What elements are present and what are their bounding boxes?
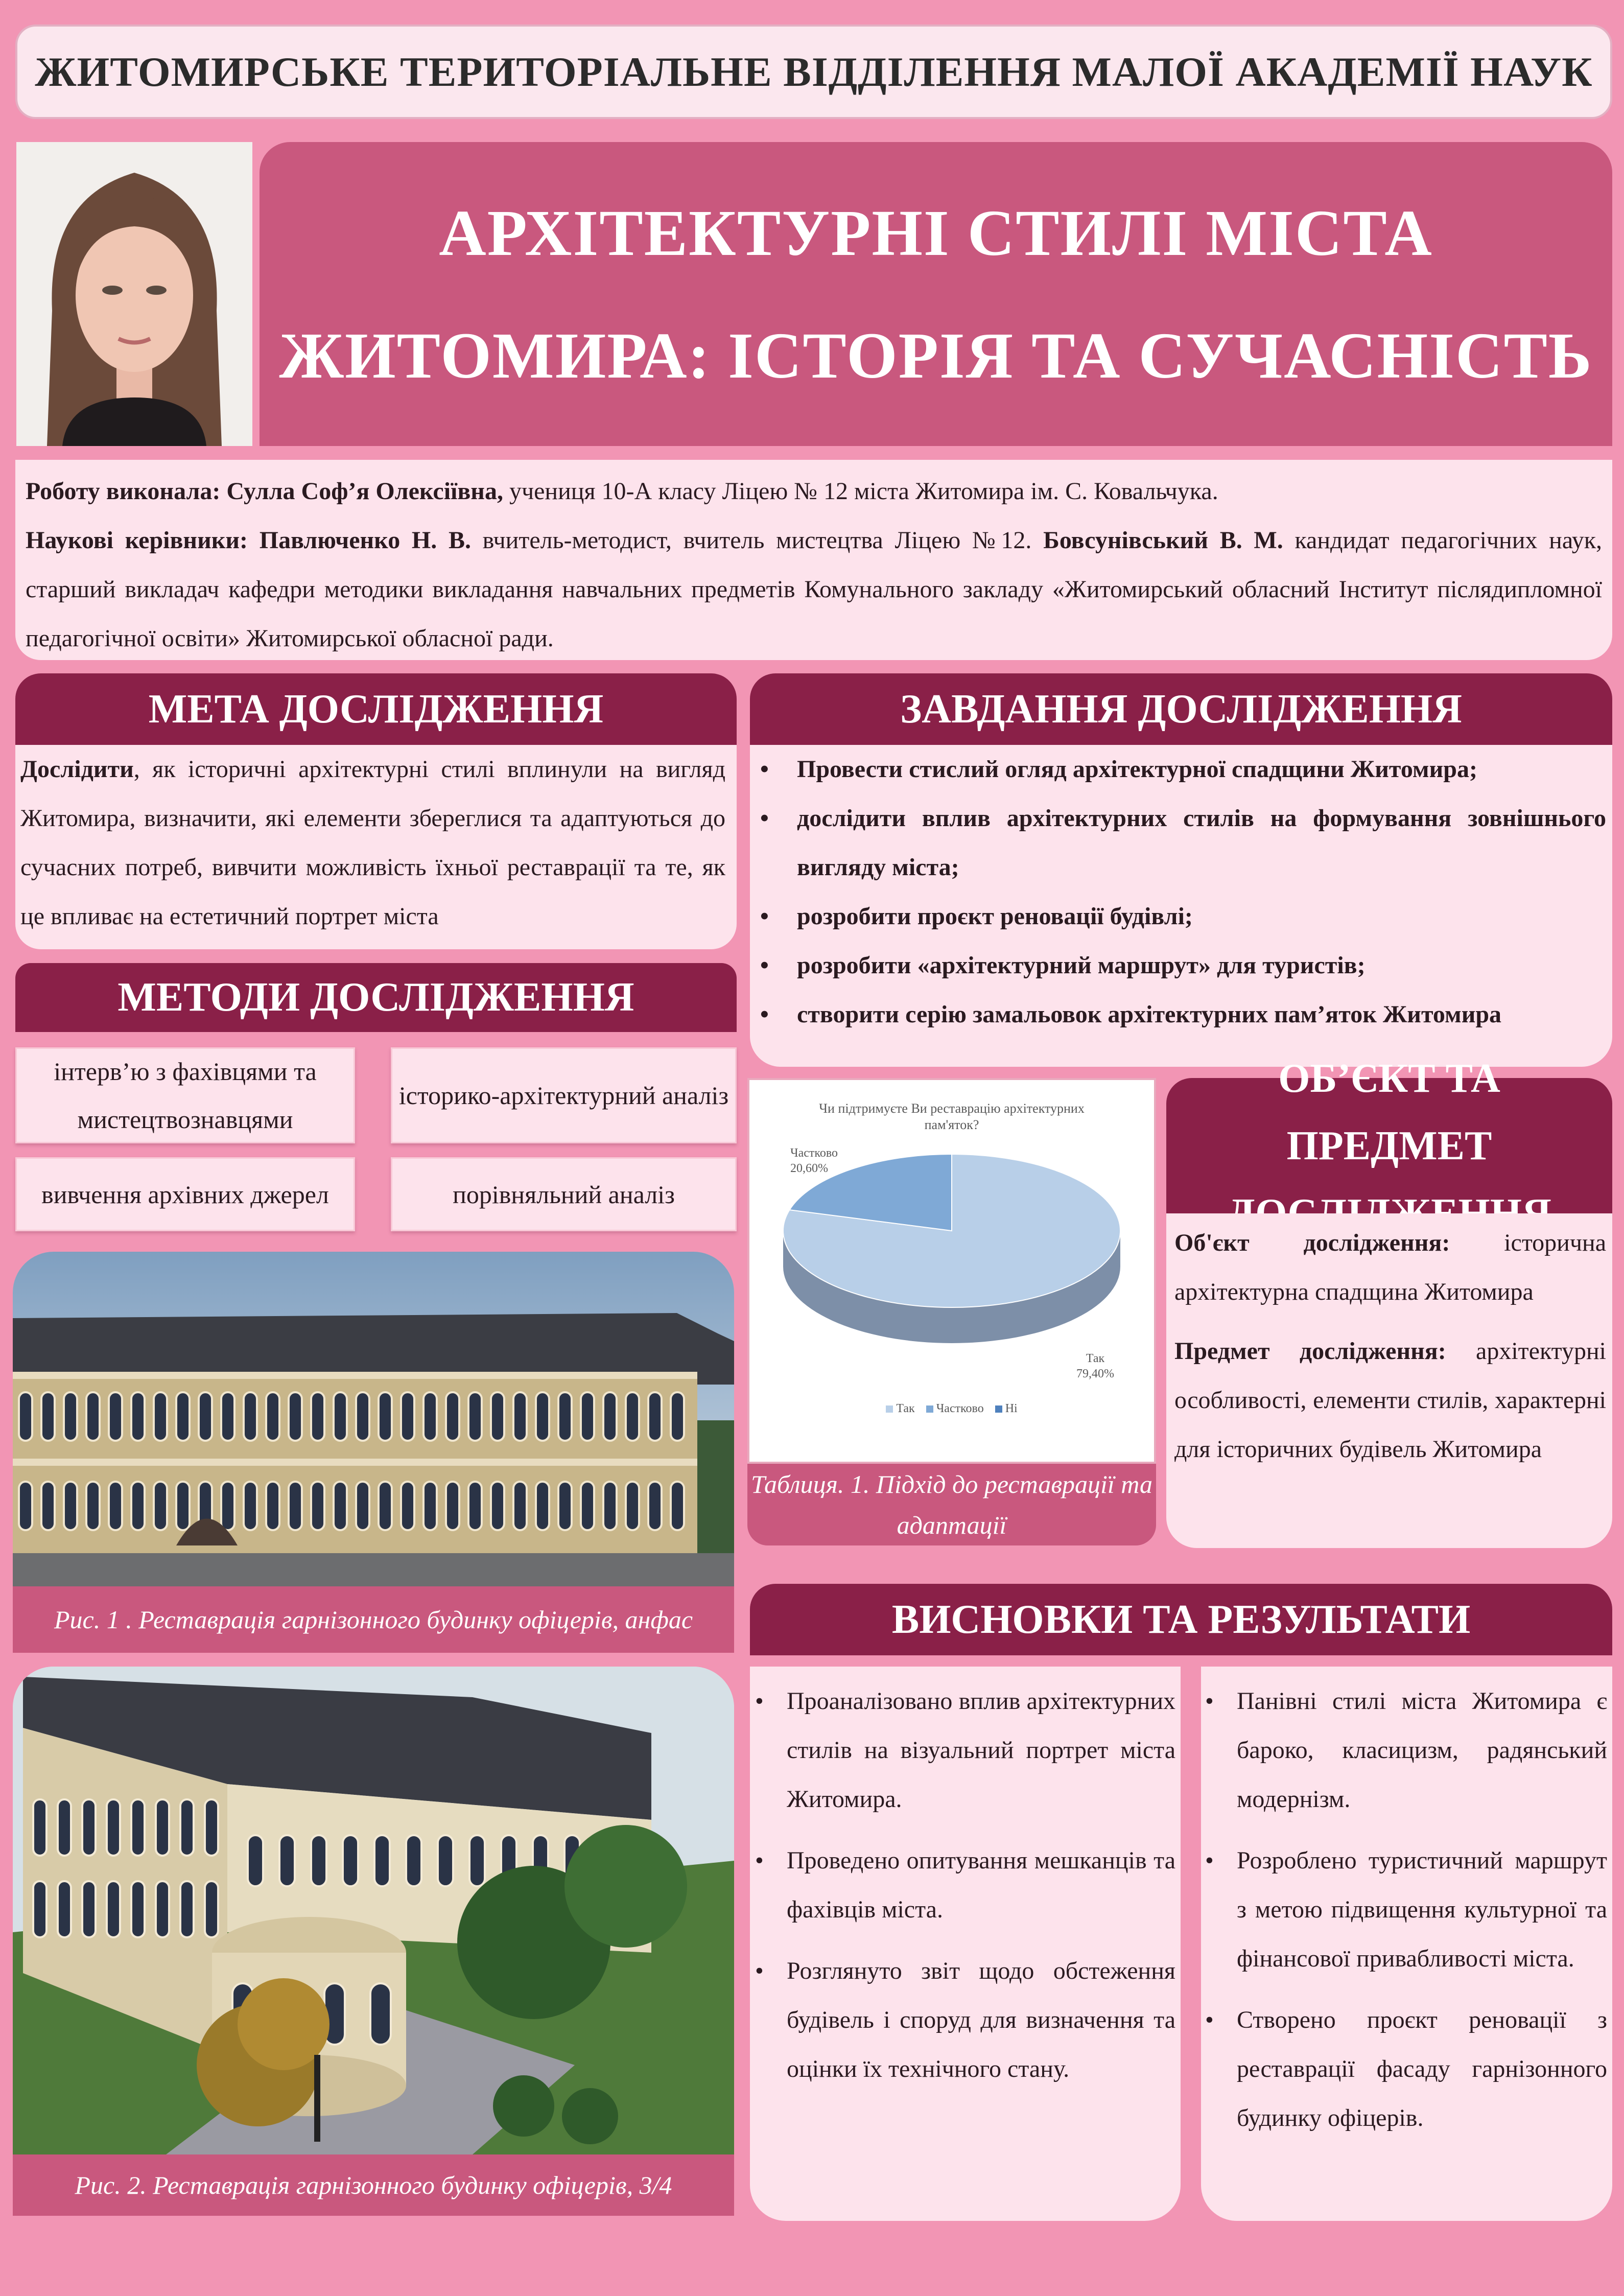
- window-shape: [491, 1392, 504, 1441]
- subject-text: [1174, 1327, 1606, 1474]
- window-shape: [82, 1799, 96, 1856]
- object-heading-text: ОБ’ЄКТ ТА ПРЕДМЕТ: [1278, 1056, 1500, 1168]
- window-shape: [64, 1392, 77, 1441]
- window-shape: [266, 1482, 279, 1530]
- window-shape: [374, 1835, 390, 1886]
- window-shape: [107, 1799, 120, 1856]
- window-shape: [131, 1392, 145, 1441]
- window-shape: [248, 1835, 263, 1886]
- window-shape: [626, 1392, 639, 1441]
- window-shape: [603, 1392, 617, 1441]
- chart-caption-text: Таблиця. 1. Підхід до реставрації та адаптації: [750, 1470, 1153, 1539]
- window-shape: [156, 1799, 169, 1856]
- method-item-text: порівняльний аналіз: [453, 1180, 675, 1209]
- subject-label: Предмет дослідження:: [1174, 1338, 1446, 1365]
- window-shape: [176, 1482, 190, 1530]
- organization-header: [15, 25, 1612, 119]
- data-label-partially-value: 20,60%: [790, 1162, 828, 1175]
- window-shape: [648, 1482, 662, 1530]
- window-shape: [648, 1392, 662, 1441]
- conclusions-left-list: [787, 1677, 1175, 2094]
- window-shape: [19, 1392, 32, 1441]
- window-shape: [603, 1482, 617, 1530]
- window-shape: [289, 1482, 302, 1530]
- supervisor-2-text: кандидат педагогічних наук, старший викладач кафедри методики викладання навчальних предметів Комунального закладу «Житомирський обласний Інститут післядипломної педагогічної освіти» Житомирської обласної ради.: [26, 527, 1603, 652]
- subject-value: архітектурні особливості, елементи стилів, характерні для історичних будівель Житомира: [1174, 1338, 1606, 1463]
- legend-swatch: [926, 1405, 933, 1413]
- window-shape: [109, 1392, 122, 1441]
- data-label-yes-value: 79,40%: [1076, 1367, 1114, 1380]
- data-label-yes: [1076, 1351, 1114, 1381]
- window-shape: [205, 1799, 218, 1856]
- window-shape: [343, 1835, 358, 1886]
- window-shape: [469, 1835, 485, 1886]
- method-item: [391, 1157, 737, 1231]
- conclusions-right-panel: [1201, 1667, 1612, 2221]
- object-panel: [1166, 1213, 1612, 1548]
- window-shape: [581, 1392, 594, 1441]
- window-shape: [379, 1392, 392, 1441]
- author-text: учениця 10-А класу Ліцею № 12 міста Житомира ім. С. Ковальчука.: [503, 478, 1218, 505]
- window-shape: [311, 1835, 326, 1886]
- window-shape: [311, 1392, 324, 1441]
- methods-heading-text: МЕТОДИ ДОСЛІДЖЕННЯ: [117, 975, 634, 1020]
- methods-heading: [15, 963, 737, 1032]
- window-shape: [180, 1799, 194, 1856]
- window-shape: [19, 1482, 32, 1530]
- window-shape: [401, 1392, 414, 1441]
- window-shape: [406, 1835, 421, 1886]
- window-shape: [370, 1983, 391, 2045]
- portrait-image: [16, 142, 252, 446]
- legend-item: [886, 1402, 914, 1416]
- conclusions-right-list: [1237, 1677, 1607, 2143]
- window-shape: [438, 1835, 453, 1886]
- author-photo: [16, 142, 252, 446]
- building-perspective-illustration: [13, 1667, 734, 2154]
- window-shape: [536, 1482, 549, 1530]
- figure-1-image: [13, 1252, 734, 1586]
- window-shape: [491, 1482, 504, 1530]
- window-shape: [311, 1482, 324, 1530]
- supervisor-2-name: Бовсунівський В. М.: [1043, 527, 1283, 554]
- method-item: [391, 1047, 737, 1143]
- data-label-partially: [790, 1145, 838, 1176]
- building-front-illustration: [13, 1252, 734, 1586]
- conclusions-left-panel: [750, 1667, 1181, 2221]
- window-shape: [513, 1482, 527, 1530]
- figure-1-caption-text: Рис. 1 . Реставрація гарнізонного будинку офіцерів, анфас: [54, 1605, 693, 1634]
- window-shape: [244, 1392, 257, 1441]
- window-shape: [423, 1482, 437, 1530]
- authors-block: [15, 460, 1612, 660]
- window-shape: [558, 1392, 572, 1441]
- window-shape: [156, 1881, 169, 1937]
- window-shape: [131, 1482, 145, 1530]
- chart-caption: [747, 1464, 1156, 1545]
- window-shape: [154, 1482, 167, 1530]
- legend-item: [926, 1402, 984, 1416]
- window-shape: [180, 1881, 194, 1937]
- window-shape: [82, 1881, 96, 1937]
- goal-lead: Дослідити: [20, 756, 134, 783]
- object-text: [1174, 1219, 1606, 1317]
- figure-2-image: [13, 1667, 734, 2154]
- task-item: • Провести стислий огляд архітектурної спадщини Житомира;: [797, 745, 1606, 794]
- window-shape: [86, 1482, 100, 1530]
- data-label-yes-name: Так: [1086, 1352, 1105, 1365]
- window-shape: [266, 1392, 279, 1441]
- organization-name: ЖИТОМИРСЬКЕ ТЕРИТОРІАЛЬНЕ ВІДДІЛЕННЯ МАЛОЇ АКАДЕМІЇ НАУК: [35, 48, 1593, 95]
- window-shape: [33, 1881, 46, 1937]
- title-line-1: АРХІТЕКТУРНІ СТИЛІ МІСТА: [439, 196, 1433, 269]
- window-shape: [86, 1392, 100, 1441]
- goal-heading: [15, 673, 737, 745]
- window-shape: [626, 1482, 639, 1530]
- conclusion-item: • Розглянуто звіт щодо обстеження будівель і споруд для визначення та оцінки їх технічного стану.: [787, 1947, 1175, 2094]
- legend-label: Частково: [936, 1402, 984, 1415]
- legend-swatch: [886, 1405, 893, 1413]
- data-label-partially-name: Частково: [790, 1146, 838, 1160]
- window-shape: [334, 1392, 347, 1441]
- legend-item: [995, 1402, 1018, 1416]
- conclusion-item: • Проведено опитування мешканців та фахівців міста.: [787, 1836, 1175, 1934]
- window-shape: [356, 1482, 369, 1530]
- window-shape: [41, 1482, 55, 1530]
- window-shape: [107, 1881, 120, 1937]
- window-shape: [33, 1799, 46, 1856]
- window-shape: [58, 1799, 71, 1856]
- window-shape: [205, 1881, 218, 1937]
- task-item: • розробити «архітектурний маршрут» для туристів;: [797, 941, 1606, 990]
- window-shape: [176, 1392, 190, 1441]
- method-item-text: історико-архітектурний аналіз: [398, 1081, 729, 1110]
- conclusion-item: • Створено проєкт реновації з реставрації фасаду гарнізонного будинку офіцерів.: [1237, 1996, 1607, 2143]
- window-shape: [581, 1482, 594, 1530]
- goal-heading-text: МЕТА ДОСЛІДЖЕННЯ: [148, 687, 604, 732]
- conclusions-heading: [750, 1584, 1612, 1655]
- window-shape: [64, 1482, 77, 1530]
- window-shape: [58, 1881, 71, 1937]
- window-shape: [446, 1482, 459, 1530]
- conclusions-heading-text: ВИСНОВКИ ТА РЕЗУЛЬТАТИ: [891, 1597, 1471, 1642]
- window-shape: [221, 1392, 234, 1441]
- window-shape: [221, 1482, 234, 1530]
- chart-panel: [747, 1078, 1156, 1464]
- window-shape: [356, 1392, 369, 1441]
- window-shape: [131, 1881, 145, 1937]
- window-shape: [468, 1392, 482, 1441]
- conclusion-item: • Проаналізовано вплив архітектурних стилів на візуальний портрет міста Житомира.: [787, 1677, 1175, 1824]
- object-heading: [1166, 1056, 1612, 1213]
- goal-text: , як історичні архітектурні стилі вплинули на вигляд Житомира, визначити, які елементи збереглися та адаптуються до сучасних потреб, вивчити можливість їхньої реставрації та те, як це впливає на естетичний портрет міста: [20, 756, 725, 930]
- chart-title: Чи підтримуєте Ви реставрацію архітектурних пам'яток?: [819, 1101, 1085, 1132]
- legend-swatch: [995, 1405, 1002, 1413]
- window-shape: [401, 1482, 414, 1530]
- task-item: • розробити проєкт реновації будівлі;: [797, 892, 1606, 941]
- window-shape: [289, 1392, 302, 1441]
- task-item: • дослідити вплив архітектурних стилів на формування зовнішнього вигляду міста;: [797, 794, 1606, 892]
- conclusion-item: • Розроблено туристичний маршрут з метою підвищення культурної та фінансової привабливості міста.: [1237, 1836, 1607, 1983]
- figure-2-caption: [13, 2154, 734, 2216]
- chart-legend: [749, 1402, 1154, 1416]
- window-shape: [558, 1482, 572, 1530]
- supervisor-text: вчитель-методист, вчитель мистецтва Ліцею №12.: [470, 527, 1044, 554]
- tasks-heading: [750, 673, 1612, 745]
- window-shape: [671, 1482, 684, 1530]
- window-shape: [379, 1482, 392, 1530]
- method-item: [15, 1047, 355, 1143]
- legend-label: Ні: [1005, 1402, 1018, 1415]
- poster-title: [260, 142, 1612, 446]
- window-shape: [199, 1392, 212, 1441]
- author-label: Роботу виконала: Сулла Соф’я Олексіївна,: [26, 478, 503, 505]
- title-line-2: ЖИТОМИРА: ІСТОРІЯ ТА СУЧАСНІСТЬ: [279, 319, 1593, 392]
- window-shape: [468, 1482, 482, 1530]
- conclusion-item: • Панівні стилі міста Житомира є бароко, класицизм, радянський модернізм.: [1237, 1677, 1607, 1824]
- window-shape: [334, 1482, 347, 1530]
- window-shape: [423, 1392, 437, 1441]
- object-value: історична архітектурна спадщина Житомира: [1174, 1229, 1606, 1305]
- tasks-heading-text: ЗАВДАННЯ ДОСЛІДЖЕННЯ: [900, 687, 1462, 732]
- goal-panel: [15, 745, 737, 949]
- tasks-panel: [750, 745, 1612, 1067]
- method-item-text: вивчення архівних джерел: [41, 1180, 329, 1209]
- window-shape: [671, 1392, 684, 1441]
- window-shape: [41, 1392, 55, 1441]
- window-shape: [536, 1392, 549, 1441]
- object-label: Об'єкт дослідження:: [1174, 1229, 1450, 1256]
- window-shape: [154, 1392, 167, 1441]
- figure-1-caption: [13, 1586, 734, 1653]
- window-shape: [109, 1482, 122, 1530]
- tasks-list: [797, 745, 1606, 1039]
- window-shape: [279, 1835, 295, 1886]
- window-shape: [131, 1799, 145, 1856]
- task-item: • створити серію замальовок архітектурних пам’яток Житомира: [797, 990, 1606, 1039]
- window-shape: [446, 1392, 459, 1441]
- method-item-text: інтерв’ю з фахівцями та мистецтвознавцями: [54, 1057, 317, 1134]
- legend-label: Так: [896, 1402, 915, 1415]
- figure-2-caption-text: Рис. 2. Реставрація гарнізонного будинку офіцерів, 3/4: [75, 2171, 672, 2199]
- window-shape: [244, 1482, 257, 1530]
- method-item: [15, 1157, 355, 1231]
- supervisor-label: Наукові керівники: Павлюченко Н. В.: [26, 527, 471, 554]
- window-shape: [513, 1392, 527, 1441]
